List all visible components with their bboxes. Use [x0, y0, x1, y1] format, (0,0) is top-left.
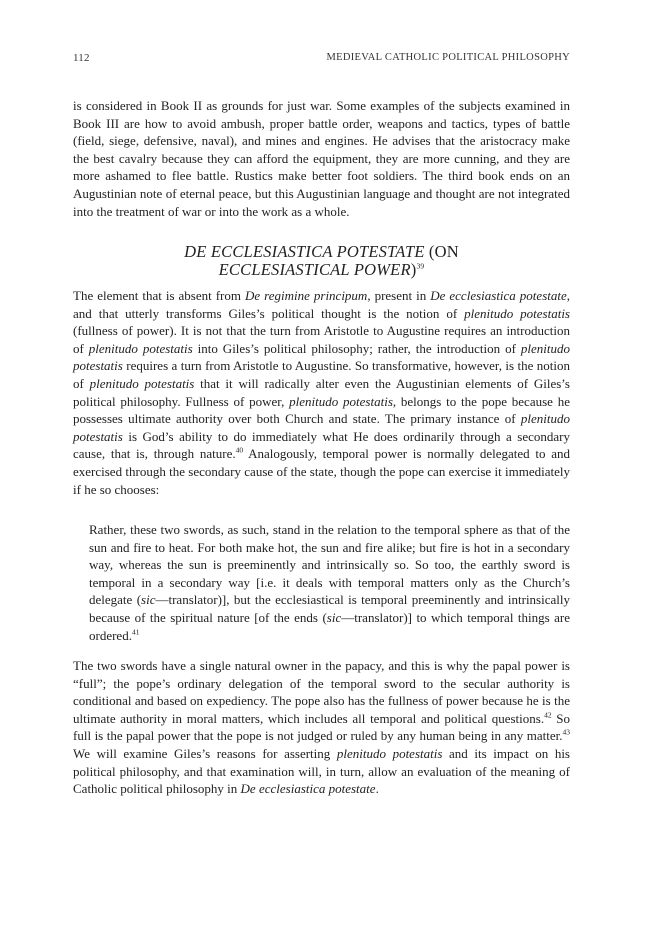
latin-term: plenitudo potestatis: [73, 411, 570, 444]
footnote-ref: 42: [544, 710, 552, 720]
heading-paren-open: (ON: [424, 242, 459, 261]
paragraph-plenitudo: The element that is absent from De regimine principum, present in De ecclesiastica potestate, and that utterly transforms Giles’s political thought is the notion of plenitudo potestatis (fullness of power). It is not that the turn from Aristotle to Augustine requires an introduction of plenitudo potestatis into Giles’s political philosophy; rather, the introduction of plenitudo potestatis requires a turn from Aristotle to Augustine. So transformative, however, is the notion of plenitudo potestatis that it will radically alter even the Augustinian elements of Giles’s political philosophy. Fullness of power, plenitudo potestatis, belongs to the pope because he possesses ultimate authority over both Church and state. The primary instance of plenitudo potestatis is God’s ability to do immediately what He does ordinarily through a secondary cause, that is, through nature.$^{40}$ Analogously, temporal power is normally delegated to and exercised through the secondary cause of the state, though the pope can exercise it immediately if he so chooses:: [73, 288, 570, 497]
work-title: De ecclesiastica potestate: [240, 781, 376, 797]
block-quote: Rather, these two swords, as such, stand in the relation to the temporal sphere as that of the sun and fire to heat. For both make hot, the sun and fire alike; but fire is hot in a secondary way, whereas the sun is preeminently and intrinsically so. So too, the earthly sword is temporal in a secondary way [i.e. it deals with temporal matters only as the Church’s delegate (sic—translator)], but the ecclesiastical is temporal preeminently and intrinsically because of the spiritual nature [of the ends (sic—translator)] to which temporal things are ordered.$^{41}$: [89, 522, 570, 643]
work-title: De regimine principum: [245, 288, 368, 303]
latin-term: plenitudo potestatis: [88, 340, 193, 356]
section-heading: [73, 243, 570, 279]
footnote-ref: 39: [416, 261, 425, 271]
latin-term: plenitudo potestatis: [464, 305, 570, 321]
sic-term: sic: [326, 609, 342, 625]
heading-title-line2: ECCLESIASTICAL POWER: [218, 260, 411, 279]
footnote-ref: 40: [235, 446, 244, 456]
footnote-ref: 43: [562, 728, 570, 738]
paragraph-book-iii: is considered in Book II as grounds for just war. Some examples of the subjects examined in Book III are how to avoid ambush, proper battle order, weapons and tactics, types of battle (field, siege, defensive, naval), and mines and engines. He advises that the aristocracy make the best cavalry because they can afford the equipment, they are more cunning, and they are more ashamed to flee battle. Rustics make better foot soldiers. The third book ends on an Augustinian note of eternal peace, but this Augustinian language and thought are not integrated into the treatment of war or into the work as a whole.: [73, 98, 570, 219]
work-title: De ecclesiastica potestate: [430, 288, 567, 303]
paragraph-two-swords: The two swords have a single natural owner in the papacy, and this is why the papal power is “full”; the pope’s ordinary delegation of the temporal sword to the secular authority is conditional and based on expediency. The pope also has the fullness of power because he is the ultimate authority in moral matters, which includes all temporal and political questions.$^{42}$ So full is the papal power that the pope is not judged or ruled by any human being in any matter.$^{43}$ We will examine Giles’s reasons for asserting plenitudo potestatis and its impact on his political philosophy, and that examination will, in turn, allow an evaluation of the meaning of Catholic political philosophy in De ecclesiastica potestate.: [73, 658, 570, 797]
running-title: MEDIEVAL CATHOLIC POLITICAL PHILOSOPHY: [326, 52, 570, 63]
latin-term: plenitudo potestatis: [336, 745, 443, 761]
heading-paren-close: ): [410, 260, 417, 279]
heading-title-line1: DE ECCLESIASTICA POTESTATE: [184, 242, 425, 261]
latin-term: plenitudo potestatis: [89, 375, 195, 391]
latin-term: plenitudo potestatis: [289, 393, 393, 409]
page-number: 112: [73, 52, 90, 64]
footnote-ref: 41: [131, 627, 140, 637]
sic-term: sic: [141, 592, 156, 608]
latin-term: plenitudo potestatis: [73, 340, 570, 374]
